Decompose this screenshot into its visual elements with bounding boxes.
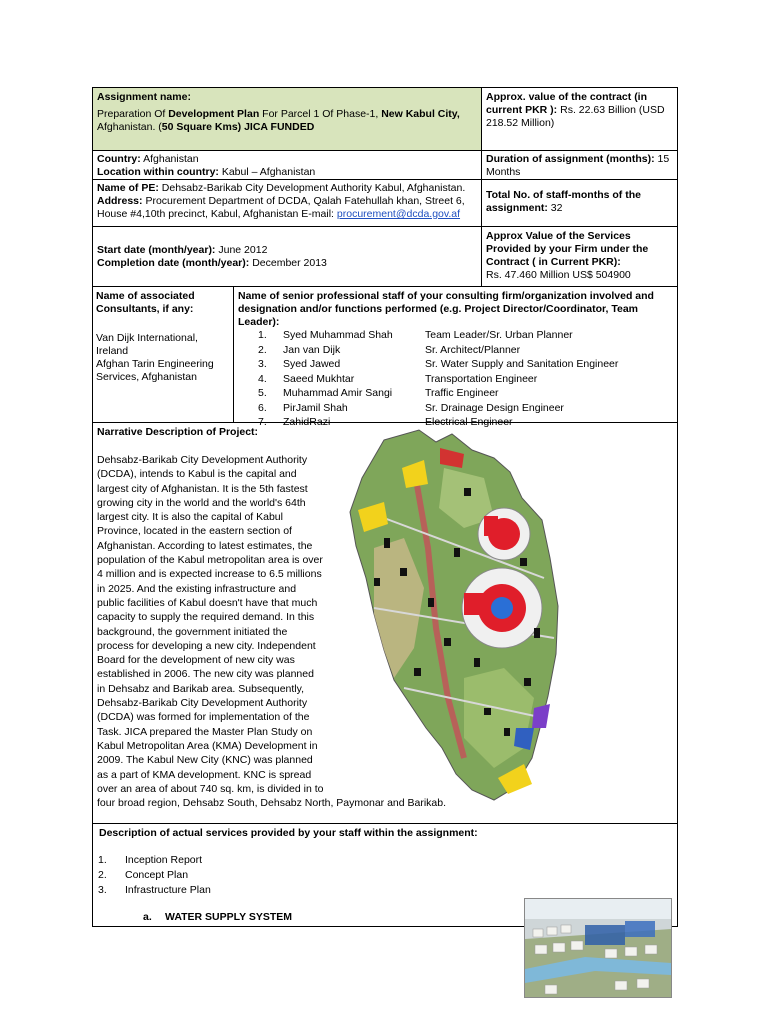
narrative-line: over an area of about 740 sq. km, is divided in to <box>97 782 324 795</box>
country-cell: Country: Afghanistan Location within country: Kabul – Afghanistan <box>93 150 481 179</box>
country-value: Afghanistan <box>143 153 199 165</box>
staff-months-cell: Total No. of staff-months of the assignment: 32 <box>481 179 677 226</box>
pe-cell: Name of PE: Dehsabz-Barikab City Development Authority Kabul, Afghanistan. Address: Procurement Department of DCDA, Qalah Fatehullah khan, Street 6, House #4,10th precinct, Kabul, Afghanistan E-mail: procurement@dcda.gov.af <box>93 179 481 226</box>
narrative-line: public facilities of Kabul doesn't have that much <box>97 596 318 609</box>
associate-item: Afghan Tarin Engineering Services, Afghanistan <box>96 358 214 383</box>
pe-address: Procurement Department of DCDA, Qalah Fatehullah khan, Street 6, House #4,10th precinct, Kabul, Afghanistan E-mail: <box>97 195 465 220</box>
narrative-line: established in 2006. The new city was planned <box>97 668 314 681</box>
contract-value-label: Approx. value of the contract (in current PKR ): <box>486 91 648 116</box>
associates-label: Name of associated Consultants, if any: <box>96 290 195 315</box>
narrative-line: process for developing a new city. Independent <box>97 639 316 652</box>
completion-date: December 2013 <box>252 257 327 269</box>
staff-label: Name of senior professional staff of your consulting firm/organization involved and designation and/or functions performed (e.g. Project Director/Coordinator, Team Leader): <box>238 290 654 328</box>
services-label: Description of actual services provided by your staff within the assignment: <box>99 827 478 839</box>
pe-email-link[interactable]: procurement@dcda.gov.af <box>336 208 461 220</box>
narrative-line: as a part of KMA development. KNC is spread <box>97 768 312 781</box>
staff-row: 3. Syed Jawed Sr. Water Supply and Sanitation Engineer <box>258 358 619 370</box>
dates-cell: Start date (month/year): June 2012 Completion date (month/year): December 2013 <box>93 226 481 286</box>
staff-row: 7. ZahidRazi Electrical Engineer <box>258 416 513 428</box>
services-cell: Description of actual services provided by your staff within the assignment: 1. Inception Report 2. Concept Plan 3. Infrastructure Plan a. WATER SUPPLY SYSTEM <box>93 823 677 926</box>
staff-row: 2. Jan van Dijk Sr. Architect/Planner <box>258 343 521 356</box>
staff-months-value: 32 <box>550 202 563 214</box>
narrative-line: Afghanistan. According to latest estimates, the <box>97 539 313 552</box>
narrative-line: population of the Kabul metropolitan area is over <box>97 554 323 567</box>
duration-value: 15 Months <box>486 153 670 178</box>
city-rendering-image <box>524 898 672 998</box>
contract-value-cell <box>481 88 677 150</box>
staff-cell <box>233 286 677 428</box>
assignment-name-text: Preparation Of Development Plan For Parcel 1 Of Phase-1, New Kabul City, Afghanistan. (50 Square Kms) JICA FUNDED <box>97 108 460 133</box>
services-value: Rs. 47.460 Million US$ 504900 <box>486 269 631 281</box>
narrative-line: Dehsabz-Barikab City Development Authority <box>97 697 308 710</box>
associates-cell <box>93 286 233 422</box>
services-value-cell: Approx Value of the Services Provided by your Firm under the Contract ( in Current PKR): Rs. 47.460 Million US$ 504900 <box>481 226 677 286</box>
assignment-name-label: Assignment name: <box>97 91 191 103</box>
narrative-line: Task. JICA prepared the Master Plan Study on <box>97 725 313 738</box>
narrative-line: (DCDA), intends to Kabul is the capital and <box>97 468 297 481</box>
narrative-line: largest city. It is also the capital of Kabul <box>97 511 283 524</box>
location-value: Kabul – Afghanistan <box>221 166 316 178</box>
narrative-line: capacity to supply the required demand. In this <box>97 611 315 624</box>
start-date: June 2012 <box>218 244 268 256</box>
narrative-line: 2009. The Kabul New City (KNC) was planned <box>97 754 313 767</box>
associate-item: Van Dijk International, Ireland <box>96 332 198 357</box>
narrative-line: Kabul Metropolitan Area (KMA) Development in <box>97 739 318 752</box>
staff-row: 4. Saeed Mukhtar Transportation Engineer <box>258 372 538 385</box>
narrative-line: in 2025. And the existing infrastructure and <box>97 582 297 595</box>
contract-value: Rs. 22.63 Billion (USD 218.52 Million) <box>486 104 665 129</box>
staff-row: 1. Syed Muhammad Shah Team Leader/Sr. Urban Planner <box>258 329 573 341</box>
master-plan-map <box>344 428 564 820</box>
duration-cell: Duration of assignment (months): 15 Months <box>481 150 677 179</box>
narrative-line: Board for the development of new city was <box>97 654 295 667</box>
narrative-line: in Dehsabz and Barikab area. Subsequently, <box>97 682 305 695</box>
pe-name: Dehsabz-Barikab City Development Authority Kabul, Afghanistan. <box>161 182 466 194</box>
narrative-line: 4 million and is expected increase to 6.5 millions <box>97 568 322 581</box>
narrative-line: Dehsabz-Barikab City Development Authority <box>97 454 308 466</box>
staff-row: 5. Muhammad Amir Sangi Traffic Engineer <box>258 387 499 399</box>
narrative-label: Narrative Description of Project: <box>97 426 259 438</box>
narrative-line: Province, located in the eastern section of <box>97 525 292 538</box>
narrative-line: (DCDA) was formed for implementation of the <box>97 711 310 724</box>
assignment-name-cell <box>93 88 481 150</box>
narrative-line: four broad region, Dehsabz South, Dehsabz North, Paymonar and Barikab. <box>97 797 447 810</box>
narrative-line: background, the government initiated the <box>97 625 288 638</box>
narrative-line: largest city of Afghanistan. It is the 5th fastest <box>97 482 308 495</box>
staff-row: 6. PirJamil Shah Sr. Drainage Design Engineer <box>258 401 564 414</box>
narrative-line: growing city in the world and the world's 64th <box>97 496 306 509</box>
